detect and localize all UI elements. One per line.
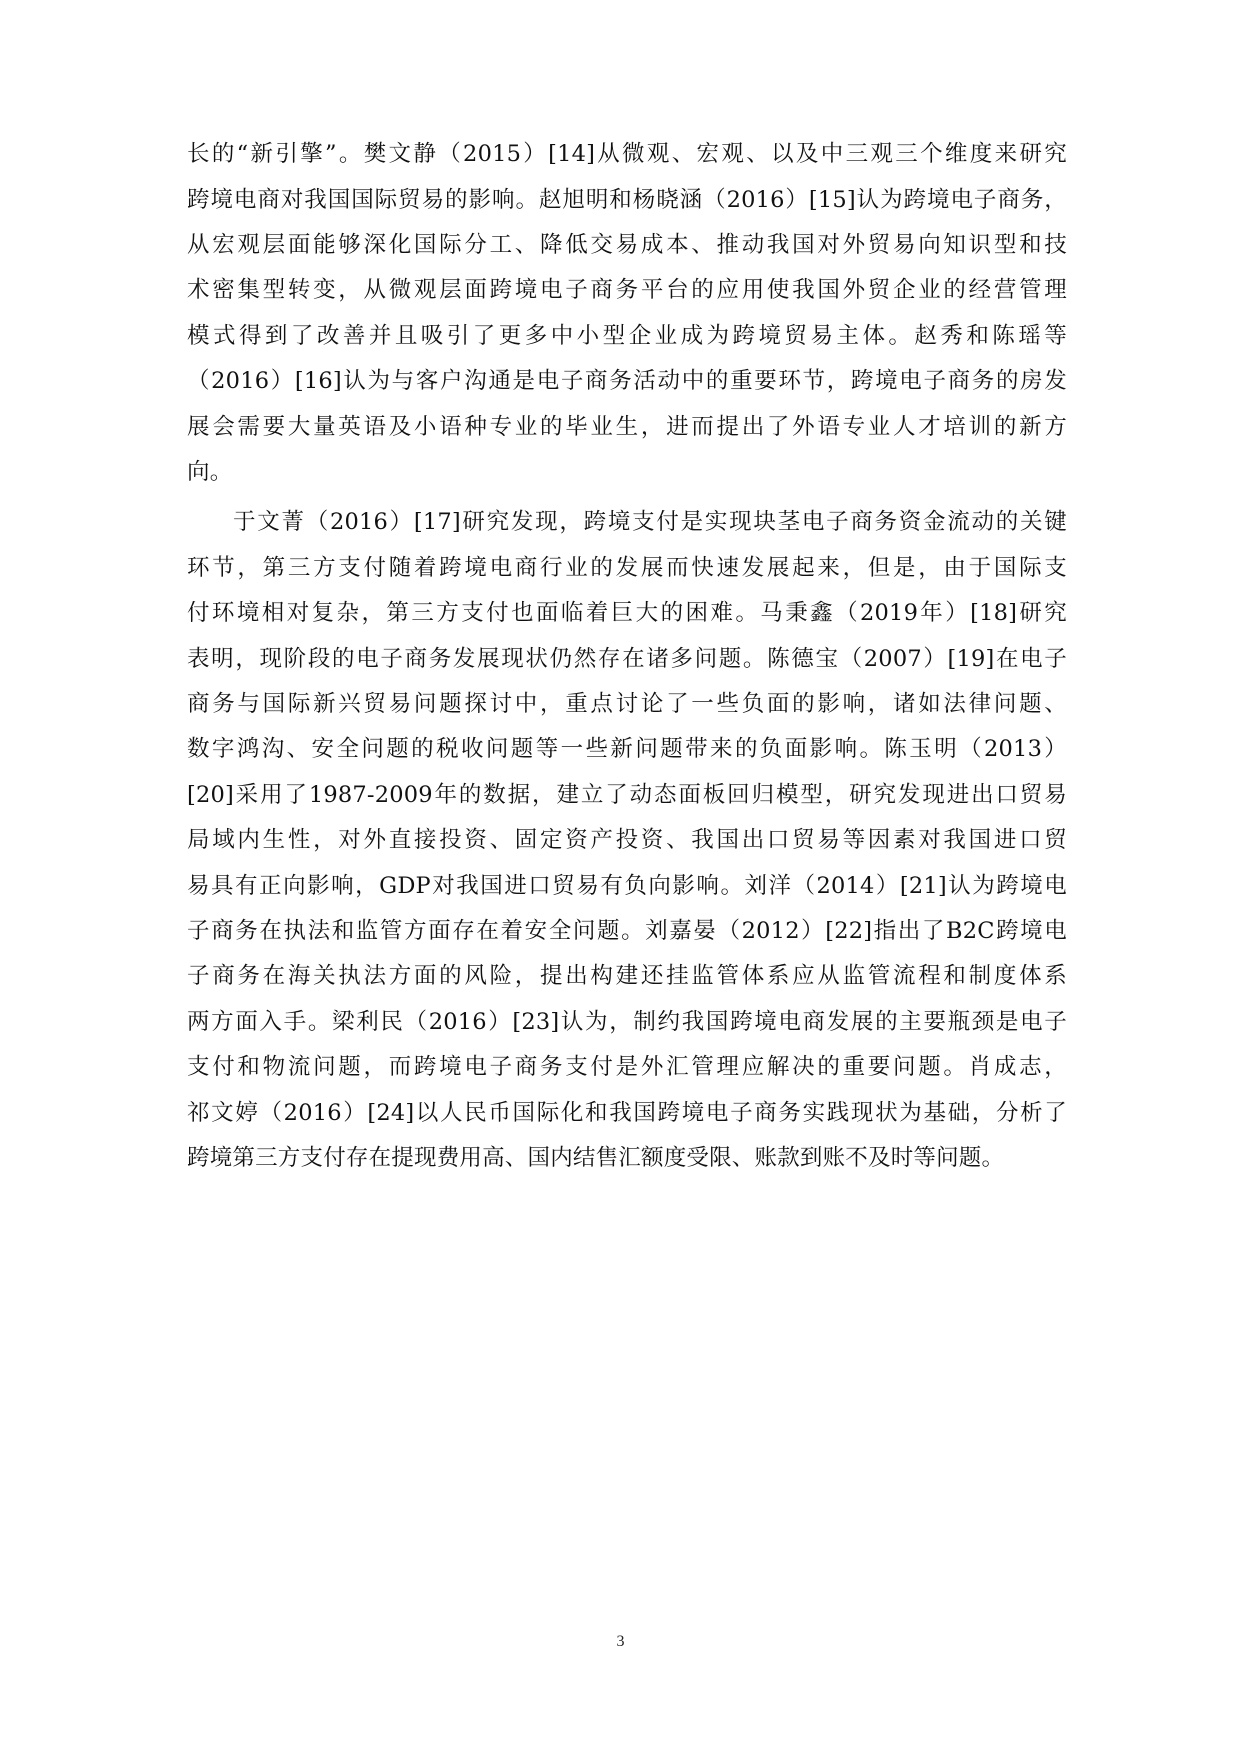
text-line: 数字鸿沟、安全问题的税收问题等一些新问题带来的负面影响。陈玉明（2013） [187,736,1067,762]
text-line: （2016）[16]认为与客户沟通是电子商务活动中的重要环节，跨境电子商务的房发 [187,368,1067,394]
text-line: 商务与国际新兴贸易问题探讨中，重点讨论了一些负面的影响，诸如法律问题、 [187,691,1067,717]
text-line: 支付和物流问题，而跨境电子商务支付是外汇管理应解决的重要问题。肖成志， [187,1054,1067,1080]
text-line: 展会需要大量英语及小语种专业的毕业生，进而提出了外语专业人才培训的新方 [187,414,1067,440]
text-line: 从宏观层面能够深化国际分工、降低交易成本、推动我国对外贸易向知识型和技 [187,232,1067,258]
text-line: 于文菁（2016）[17]研究发现，跨境支付是实现块茎电子商务资金流动的关键 [233,509,1067,535]
text-line: [20]采用了1987-2009年的数据，建立了动态面板回归模型，研究发现进出口贸易 [187,782,1067,808]
text-line: 易具有正向影响，GDP对我国进口贸易有负向影响。刘洋（2014）[21]认为跨境电 [187,873,1067,899]
text-line: 子商务在执法和监管方面存在着安全问题。刘嘉晏（2012）[22]指出了B2C跨境电 [187,918,1067,944]
text-line: 子商务在海关执法方面的风险，提出构建还挂监管体系应从监管流程和制度体系 [187,963,1067,989]
text-line: 模式得到了改善并且吸引了更多中小型企业成为跨境贸易主体。赵秀和陈瑶等 [187,323,1067,349]
text-line: 表明，现阶段的电子商务发展现状仍然存在诸多问题。陈德宝（2007）[19]在电子 [187,646,1067,672]
text-line: 向。 [187,459,233,485]
text-line: 两方面入手。梁利民（2016）[23]认为，制约我国跨境电商发展的主要瓶颈是电子 [187,1009,1067,1035]
text-line: 局域内生性，对外直接投资、固定资产投资、我国出口贸易等因素对我国进口贸 [187,827,1067,853]
page-number: 3 [616,1633,625,1650]
text-line: 祁文婷（2016）[24]以人民币国际化和我国跨境电子商务实践现状为基础，分析了 [187,1100,1067,1126]
text-line: 跨境电商对我国国际贸易的影响。赵旭明和杨晓涵（2016）[15]认为跨境电子商务， [187,187,1067,213]
text-line: 环节，第三方支付随着跨境电商行业的发展而快速发展起来，但是，由于国际支 [187,555,1067,581]
text-line: 付环境相对复杂，第三方支付也面临着巨大的困难。马秉鑫（2019年）[18]研究 [187,600,1067,626]
text-line: 长的“新引擎”。樊文静（2015）[14]从微观、宏观、以及中三观三个维度来研究 [187,141,1067,167]
text-line: 术密集型转变，从微观层面跨境电子商务平台的应用使我国外贸企业的经营管理 [187,277,1067,303]
text-line: 跨境第三方支付存在提现费用高、国内结售汇额度受限、账款到账不及时等问题。 [187,1145,1005,1171]
